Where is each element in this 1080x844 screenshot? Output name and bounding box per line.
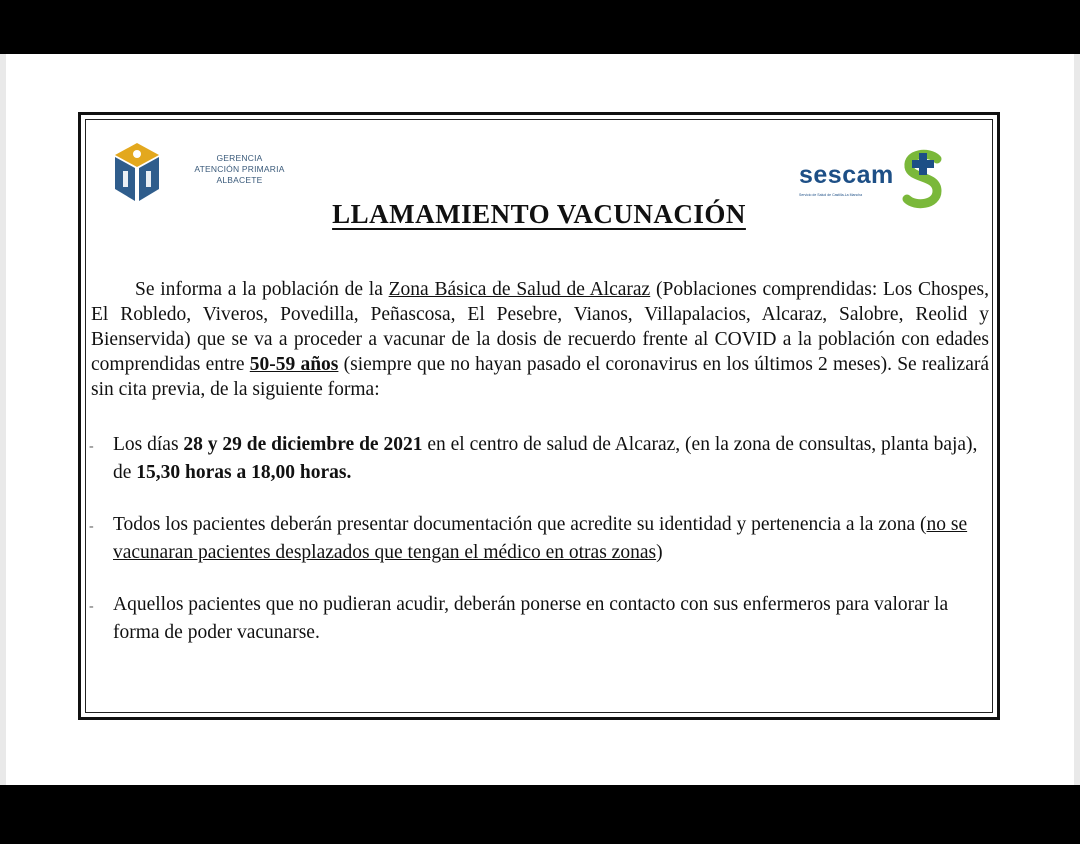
gerencia-line-3: ALBACETE bbox=[216, 175, 263, 185]
gerencia-line-1: GERENCIA bbox=[216, 153, 263, 163]
document-page bbox=[0, 54, 1080, 785]
gerencia-logo-icon bbox=[113, 141, 161, 203]
bullet-dash: - bbox=[89, 439, 94, 454]
gerencia-logo bbox=[113, 141, 285, 205]
sescam-tagline: Servicio de Salud de Castilla-La Mancha bbox=[799, 193, 863, 197]
list-item: - Aquellos pacientes que no pudieran acudir, deberán ponerse en contacto con sus enfermeros para valorar la forma de poder vacunarse. bbox=[89, 594, 949, 643]
zona-basica: Zona Básica de Salud de Alcaraz bbox=[388, 279, 651, 300]
sescam-wordmark: sescam bbox=[799, 161, 894, 189]
left-edge bbox=[0, 54, 6, 785]
list-item: - Todos los pacientes deberán presentar documentación que acredite su identidad y pertenencia a la zona (no se vacunaran pacientes desplazados que tengan el médico en otras zonas) bbox=[89, 514, 968, 563]
bullet-dash: - bbox=[89, 519, 94, 534]
age-range: 50-59 años bbox=[249, 354, 339, 375]
page-title: LLAMAMIENTO VACUNACIÓN bbox=[332, 199, 746, 229]
bullet-dash: - bbox=[89, 599, 94, 614]
gerencia-line-2: ATENCIÓN PRIMARIA bbox=[194, 164, 285, 174]
gerencia-logo-text bbox=[187, 153, 292, 186]
intro-paragraph: Se informa a la población de la Zona Básica de Salud de Alcaraz (Poblaciones comprendidas: Los Chospes, El Robledo, Viveros, Povedilla, Peñascosa, El Pesebre, Vianos, Villapalacios, Alcaraz, Salobre, Reolid y Bienservida) que se va a proceder a vacunar de la dosis de recuerdo frente al COVID a la población con edades comprendidas entre 50-59 años (siempre que no hayan pasado el coronavirus en los últimos 2 meses). Se realizará sin cita previa, de la siguiente forma: bbox=[91, 279, 989, 400]
list-item: - Los días 28 y 29 de diciembre de 2021 en el centro de salud de Alcaraz, (en la zona de consultas, planta baja), de 15,30 horas a 18,00 horas. bbox=[89, 434, 978, 483]
hours: 15,30 horas a 18,00 horas. bbox=[136, 461, 352, 483]
notice-frame bbox=[78, 112, 1000, 720]
dates: 28 y 29 de diciembre de 2021 bbox=[183, 434, 423, 455]
right-edge bbox=[1074, 54, 1080, 785]
exclusion-note: no se vacunaran pacientes desplazados que tengan el médico en otras zonas bbox=[113, 514, 968, 563]
